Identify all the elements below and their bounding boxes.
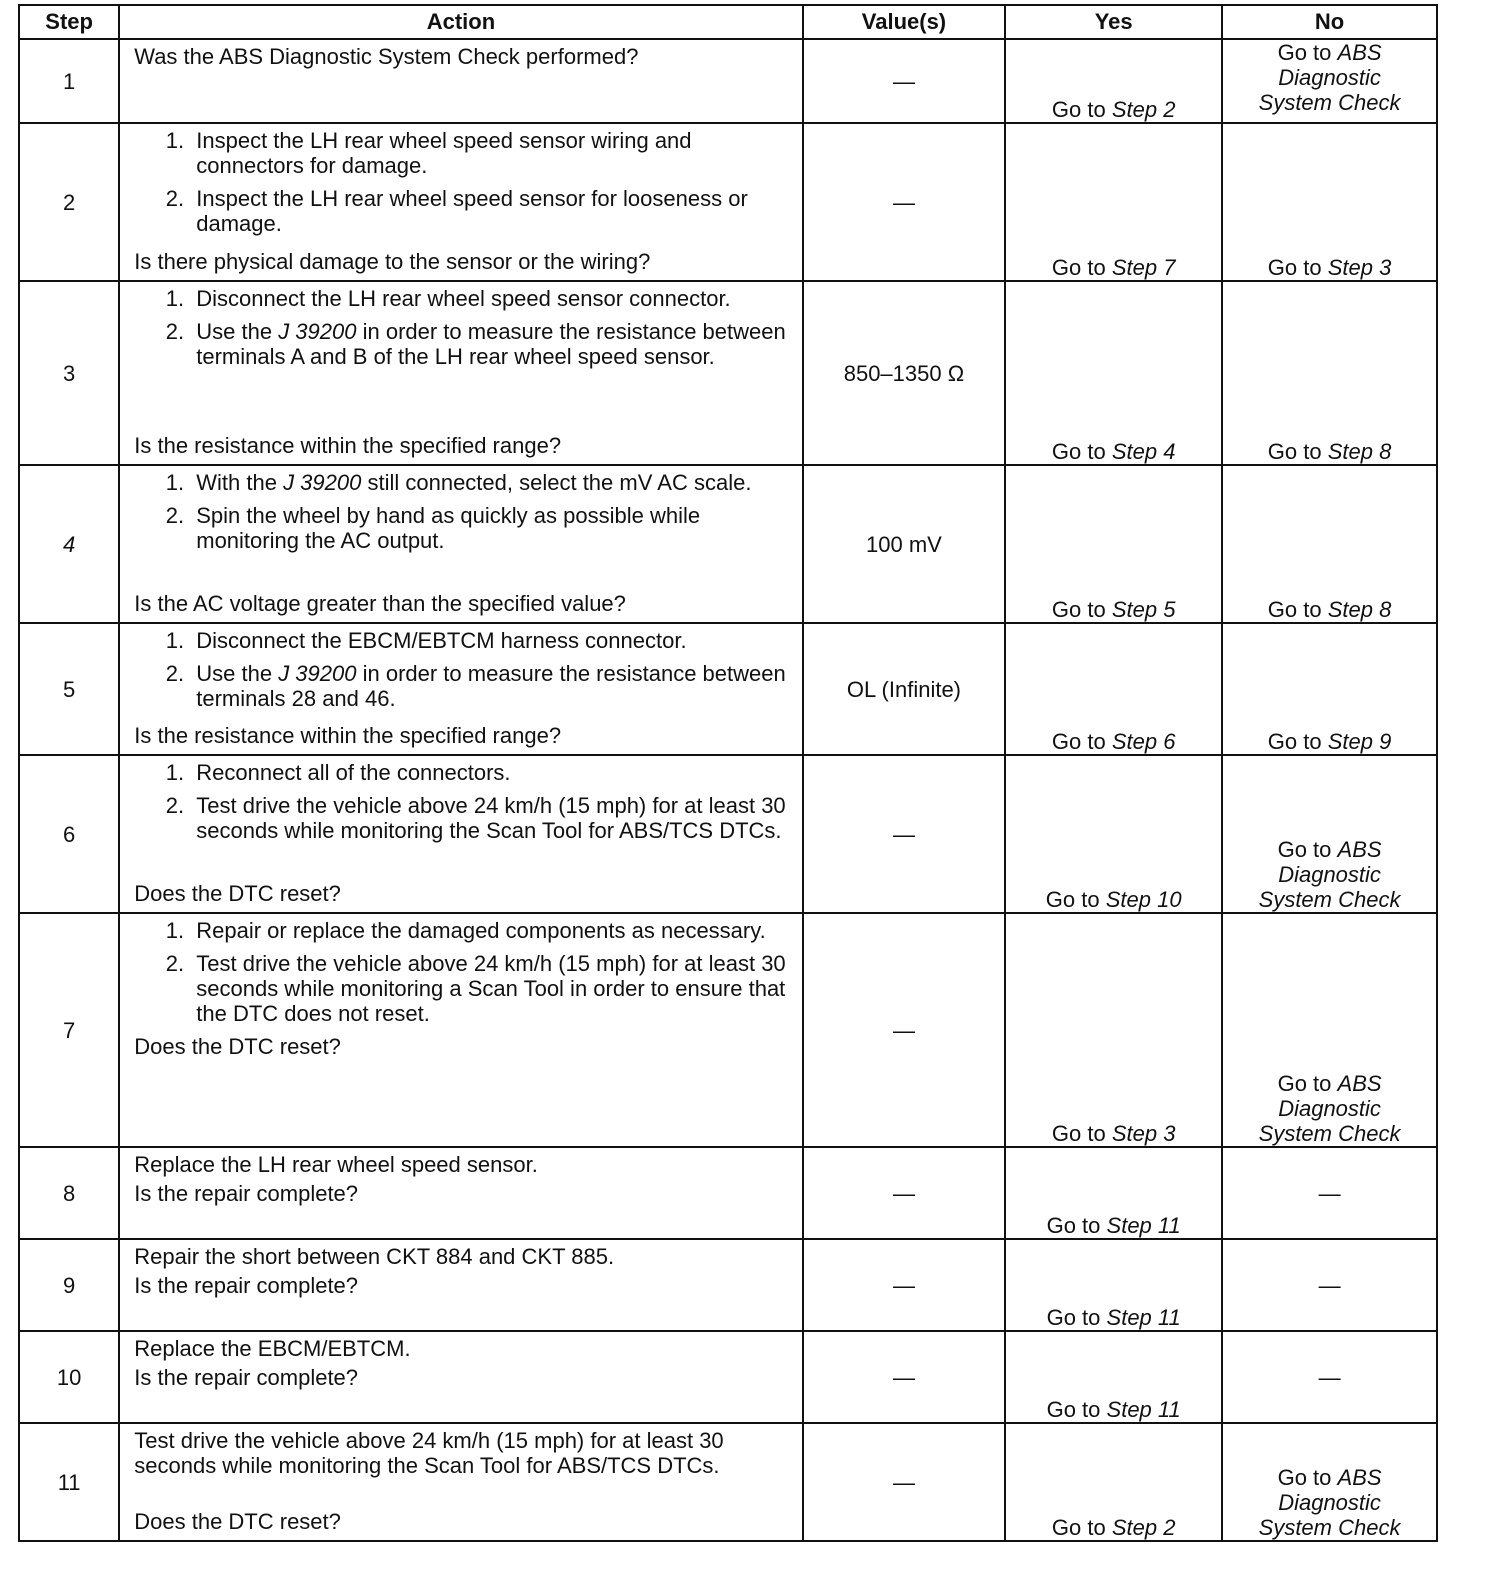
no-prefix: Go to — [1277, 1465, 1332, 1490]
no-ref-line3[interactable]: System Check — [1258, 887, 1401, 912]
no-step-link[interactable]: Step 8 — [1327, 439, 1392, 464]
no-cell: — — [1222, 1239, 1437, 1331]
value-cell: — — [803, 1331, 1006, 1423]
yes-prefix: Go to — [1051, 1515, 1106, 1540]
no-cell — [1222, 465, 1437, 623]
action-item — [190, 319, 793, 369]
yes-cell — [1005, 623, 1222, 755]
tool-name: J 39200 — [278, 319, 357, 344]
step-number-text: 4 — [63, 531, 76, 557]
value-cell: 850–1350 Ω — [803, 281, 1006, 465]
yes-step-link[interactable]: Step 10 — [1105, 887, 1182, 912]
no-cell: — — [1222, 1331, 1437, 1423]
value-cell: 100 mV — [803, 465, 1006, 623]
action-item: 2. Inspect the LH rear wheel speed sensor for looseness or damage. — [190, 186, 793, 236]
no-ref-line1[interactable]: ABS — [1337, 1071, 1382, 1096]
yes-step-link[interactable]: Step 2 — [1111, 97, 1176, 122]
table-row — [19, 1331, 1437, 1423]
action-cell — [119, 123, 802, 281]
yes-cell — [1005, 913, 1222, 1147]
table-row — [19, 281, 1437, 465]
action-question: Is the repair complete? — [134, 1365, 359, 1390]
action-list — [134, 760, 793, 851]
action-item — [190, 661, 793, 711]
no-prefix: Go to — [1267, 729, 1322, 754]
action-question: Is the AC voltage greater than the specified value? — [134, 591, 626, 616]
no-prefix: Go to — [1267, 597, 1322, 622]
no-step-link[interactable]: Step 9 — [1327, 729, 1392, 754]
item-text: still connected, select the mV AC scale. — [361, 470, 752, 495]
table-row — [19, 623, 1437, 755]
action-item — [190, 470, 793, 495]
action-cell — [119, 1147, 802, 1239]
yes-cell — [1005, 281, 1222, 465]
yes-cell — [1005, 755, 1222, 913]
value-cell: — — [803, 755, 1006, 913]
yes-prefix: Go to — [1051, 729, 1106, 754]
no-ref-line1[interactable]: ABS — [1337, 837, 1382, 862]
value-cell: — — [803, 1239, 1006, 1331]
yes-prefix: Go to — [1045, 887, 1100, 912]
action-text: Test drive the vehicle above 24 km/h (15 mph) for at least 30 seconds while monitoring the Scan Tool for ABS/TCS DTCs. — [134, 1428, 724, 1478]
no-ref-line1[interactable]: ABS — [1337, 40, 1382, 65]
action-list — [134, 286, 793, 377]
no-ref-line2[interactable]: Diagnostic — [1278, 862, 1381, 887]
yes-cell — [1005, 123, 1222, 281]
item-text: Use the — [196, 661, 279, 686]
action-cell — [119, 39, 802, 123]
yes-step-link[interactable]: Step 11 — [1106, 1213, 1181, 1238]
action-question: Does the DTC reset? — [134, 1034, 341, 1059]
action-item: 2. Spin the wheel by hand as quickly as possible while monitoring the AC output. — [190, 503, 793, 553]
action-item: 2. Test drive the vehicle above 24 km/h (15 mph) for at least 30 seconds while monitoring the Scan Tool for ABS/TCS DTCs. — [190, 793, 793, 843]
action-question: Was the ABS Diagnostic System Check performed? — [134, 44, 639, 69]
no-ref-line3[interactable]: System Check — [1258, 90, 1401, 115]
no-prefix: Go to — [1267, 255, 1322, 280]
step-number: 3 — [19, 281, 119, 465]
no-ref-line2[interactable]: Diagnostic — [1278, 1096, 1381, 1121]
value-cell: OL (Infinite) — [803, 623, 1006, 755]
step-number: 9 — [19, 1239, 119, 1331]
no-cell — [1222, 1423, 1437, 1541]
yes-step-link[interactable]: Step 6 — [1111, 729, 1176, 754]
step-number: 5 — [19, 623, 119, 755]
no-prefix: Go to — [1277, 1071, 1332, 1096]
action-question: Is there physical damage to the sensor or the wiring? — [134, 249, 651, 274]
table-row — [19, 755, 1437, 913]
no-cell — [1222, 281, 1437, 465]
value-cell: — — [803, 1423, 1006, 1541]
action-text: Repair the short between CKT 884 and CKT 885. — [134, 1244, 615, 1269]
yes-prefix: Go to — [1051, 97, 1106, 122]
action-cell — [119, 913, 802, 1147]
action-item: 1. Reconnect all of the connectors. — [190, 760, 793, 785]
item-text: Use the — [196, 319, 279, 344]
action-cell — [119, 1423, 802, 1541]
no-ref-line2[interactable]: Diagnostic — [1278, 65, 1381, 90]
no-cell — [1222, 913, 1437, 1147]
item-text: in order to measure the resistance between terminals 28 and 46. — [196, 661, 786, 711]
yes-step-link[interactable]: Step 4 — [1111, 439, 1176, 464]
header-action: Action — [119, 5, 802, 39]
table-row — [19, 1147, 1437, 1239]
step-number: 10 — [19, 1331, 119, 1423]
action-list — [134, 128, 793, 244]
table-row — [19, 913, 1437, 1147]
no-prefix: Go to — [1267, 439, 1322, 464]
yes-step-link[interactable]: Step 3 — [1111, 1121, 1176, 1146]
step-number: 11 — [19, 1423, 119, 1541]
yes-cell — [1005, 1331, 1222, 1423]
table-row — [19, 1423, 1437, 1541]
yes-cell — [1005, 1423, 1222, 1541]
action-question: Does the DTC reset? — [134, 1509, 341, 1534]
action-cell — [119, 1331, 802, 1423]
action-cell — [119, 755, 802, 913]
yes-step-link[interactable]: Step 2 — [1111, 1515, 1176, 1540]
yes-prefix: Go to — [1051, 439, 1106, 464]
yes-step-link[interactable]: Step 5 — [1111, 597, 1176, 622]
yes-step-link[interactable]: Step 11 — [1106, 1397, 1181, 1422]
action-item: 2. Test drive the vehicle above 24 km/h (15 mph) for at least 30 seconds while monitoring a Scan Tool in order to ensure that the DTC does not reset. — [190, 951, 793, 1026]
yes-prefix: Go to — [1046, 1397, 1101, 1422]
yes-prefix: Go to — [1051, 1121, 1106, 1146]
header-step: Step — [19, 5, 119, 39]
yes-prefix: Go to — [1046, 1213, 1101, 1238]
action-list — [134, 470, 793, 561]
no-prefix: Go to — [1277, 40, 1332, 65]
no-cell: — — [1222, 1147, 1437, 1239]
no-cell — [1222, 39, 1437, 123]
table-row — [19, 39, 1437, 123]
table-row — [19, 1239, 1437, 1331]
action-cell — [119, 1239, 802, 1331]
table-row — [19, 123, 1437, 281]
no-ref-line2[interactable]: Diagnostic — [1278, 1490, 1381, 1515]
item-text: With the — [196, 470, 284, 495]
value-cell: — — [803, 39, 1006, 123]
no-prefix: Go to — [1277, 837, 1332, 862]
step-number: 7 — [19, 913, 119, 1147]
header-no: No — [1222, 5, 1437, 39]
step-number: 1 — [19, 39, 119, 123]
action-question: Is the resistance within the specified range? — [134, 433, 562, 458]
action-item: 1. Repair or replace the damaged components as necessary. — [190, 918, 793, 943]
step-number: 6 — [19, 755, 119, 913]
tool-name: J 39200 — [278, 661, 357, 686]
value-cell: — — [803, 123, 1006, 281]
yes-step-link[interactable]: Step 7 — [1111, 255, 1176, 280]
action-item: 1. Disconnect the EBCM/EBTCM harness connector. — [190, 628, 793, 653]
action-question: Is the repair complete? — [134, 1273, 359, 1298]
action-question: Does the DTC reset? — [134, 881, 341, 906]
no-step-link[interactable]: Step 8 — [1327, 597, 1392, 622]
action-question: Is the resistance within the specified range? — [134, 723, 562, 748]
yes-prefix: Go to — [1051, 255, 1106, 280]
step-number: 8 — [19, 1147, 119, 1239]
action-cell — [119, 623, 802, 755]
header-yes: Yes — [1005, 5, 1222, 39]
yes-cell — [1005, 1147, 1222, 1239]
action-item: 1. Inspect the LH rear wheel speed sensor wiring and connectors for damage. — [190, 128, 793, 178]
action-text: Replace the LH rear wheel speed sensor. — [134, 1152, 538, 1177]
no-ref-line1[interactable]: ABS — [1337, 1465, 1382, 1490]
no-step-link[interactable]: Step 3 — [1327, 255, 1392, 280]
diagnostic-table — [18, 4, 1438, 1542]
value-cell: — — [803, 913, 1006, 1147]
action-item: 1. Disconnect the LH rear wheel speed sensor connector. — [190, 286, 793, 311]
action-cell — [119, 465, 802, 623]
no-ref-line3[interactable]: System Check — [1258, 1121, 1401, 1146]
no-cell — [1222, 123, 1437, 281]
yes-cell — [1005, 465, 1222, 623]
action-cell — [119, 281, 802, 465]
no-cell — [1222, 755, 1437, 913]
item-text: in order to measure the resistance between terminals A and B of the LH rear wheel speed sensor. — [196, 319, 786, 369]
yes-prefix: Go to — [1046, 1305, 1101, 1330]
tool-name: J 39200 — [283, 470, 362, 495]
value-cell: — — [803, 1147, 1006, 1239]
action-question: Is the repair complete? — [134, 1181, 359, 1206]
action-text: Replace the EBCM/EBTCM. — [134, 1336, 411, 1361]
yes-cell — [1005, 1239, 1222, 1331]
yes-cell — [1005, 39, 1222, 123]
header-values: Value(s) — [803, 5, 1006, 39]
action-list — [134, 918, 793, 1034]
step-number — [19, 465, 119, 623]
yes-step-link[interactable]: Step 11 — [1106, 1305, 1181, 1330]
no-cell — [1222, 623, 1437, 755]
action-list — [134, 628, 793, 719]
table-row — [19, 465, 1437, 623]
step-number: 2 — [19, 123, 119, 281]
no-ref-line3[interactable]: System Check — [1258, 1515, 1401, 1540]
yes-prefix: Go to — [1051, 597, 1106, 622]
header-row — [19, 5, 1437, 39]
